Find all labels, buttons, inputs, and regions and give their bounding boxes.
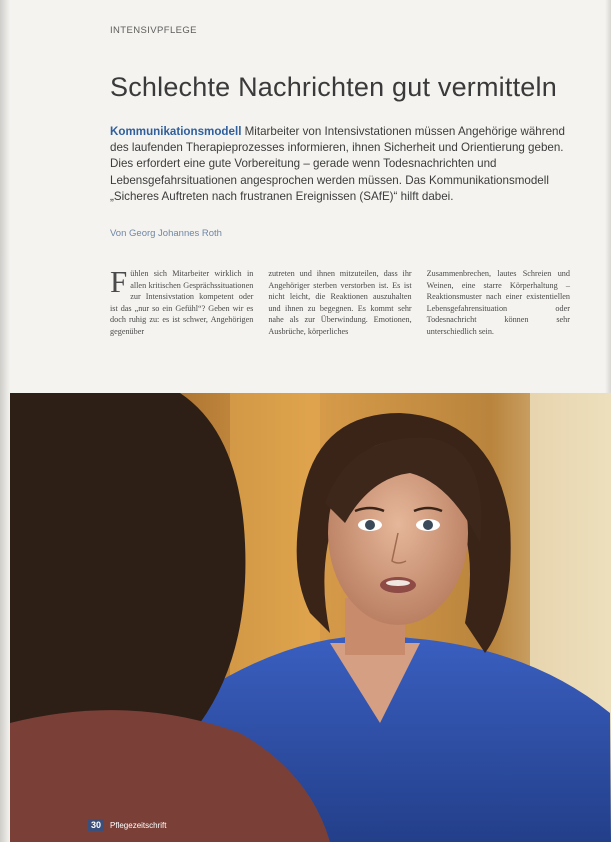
author-byline: Von Georg Johannes Roth <box>110 228 222 239</box>
page-number: 30 <box>88 819 104 831</box>
section-label: INTENSIVPFLEGE <box>110 25 197 36</box>
page-footer <box>88 818 166 832</box>
page-binding-shadow <box>0 0 10 842</box>
body-columns <box>110 264 570 368</box>
article-photo <box>10 393 611 842</box>
article-title: Schlechte Nachrichten gut vermitteln <box>110 72 557 102</box>
photo-nurse-illustration <box>10 393 611 842</box>
intro-lead: Kommunikationsmodell <box>110 125 242 138</box>
body-text-3: Zusammenbrechen, lautes Schreien und Weinen, eine starre Körperhaltung – Reaktionsmuster nach einer existentiellen Lebensgefahrensituation oder Todesnachricht können sehr unterschiedlich sein. <box>426 269 570 336</box>
dropcap: F <box>110 264 128 299</box>
body-column-3 <box>427 268 570 368</box>
body-text-2: zutreten und ihnen mitzuteilen, dass ihr Angehöriger sterben verstorben ist. Es ist nicht leicht, die Reaktionen auszuhalten und ihnen zu begegnen. Es kommt sehr nahe als zur Überwindung. Emotionen, Ausbrüche, körperliches <box>268 269 412 336</box>
article-intro <box>110 124 570 205</box>
body-text-1: ühlen sich Mitarbeiter wirklich in allen kritischen Gesprächssituationen zur Intensivstation kompetent oder ist das „nur so ein Gefühl“? Geben wir es doch ruhig zu: es ist schwer, Angehörigen gegenüber <box>110 269 254 336</box>
body-column-1 <box>110 264 254 368</box>
body-column-2 <box>268 268 411 368</box>
publication-name: Pflegezeitschrift <box>110 820 167 830</box>
intro-text: Mitarbeiter von Intensivstationen müssen Angehörige während des laufenden Therapieprozesses informieren, ihnen Sicherheit und Orientierung geben. Dies erfordert eine gute Vorbereitung – gerade wenn Todesnachrichten und Lebensgefahrsituationen angesprochen werden müssen. Das Kommunikationsmodell „Sicheres Auftreten nach frustranen Ereignissen (SAfE)“ hilft dabei. <box>110 125 565 203</box>
